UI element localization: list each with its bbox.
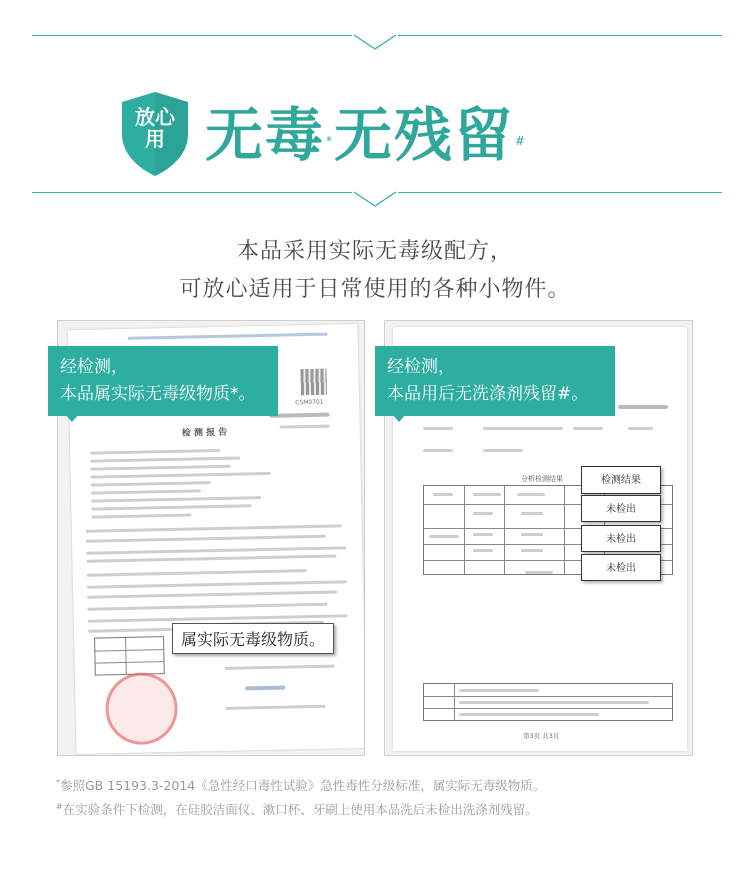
left-callout-line-2: 本品属实际无毒级物质*。 — [60, 384, 256, 404]
footnote-1-mark: * — [56, 777, 60, 787]
right-callout-line-1: 经检测， — [387, 357, 455, 377]
footnote-2-mark: # — [56, 801, 63, 811]
footnote-1-text: 参照GB 15193.3-2014《急性经口毒性试验》急性毒性分级标准，属实际无毒级物质。 — [60, 778, 546, 793]
title-text-part-2: 无残留 — [334, 101, 515, 169]
footnote-2 — [56, 800, 538, 818]
page-footer: 第3页 共3页 — [523, 732, 560, 740]
left-report-document: CSM0701 检 测 报 告 — [68, 324, 365, 754]
red-seal-stamp — [105, 672, 178, 745]
left-callout — [48, 346, 278, 416]
left-doc-table — [94, 636, 165, 675]
left-callout-line-1: 经检测， — [60, 357, 128, 377]
result-cell-1: 未检出 — [581, 495, 661, 522]
page-title — [205, 100, 527, 170]
right-callout — [375, 346, 615, 416]
intro-line-2: 可放心适用于日常使用的各种小物件。 — [179, 277, 571, 302]
title-text-part-1: 无毒 — [205, 101, 326, 169]
result-cell-2: 未检出 — [581, 525, 661, 552]
title-mark-2: # — [515, 134, 528, 148]
intro-line-1: 本品采用实际无毒级配方， — [236, 239, 513, 264]
table-caption: 分析检测结果 — [521, 475, 563, 483]
chevron-down-icon — [352, 27, 398, 51]
result-header: 检测结果 — [581, 466, 661, 494]
title-mark-1: * — [326, 134, 335, 148]
badge-line-2: 用 — [145, 127, 165, 151]
highlight-label: 属实际无毒级物质。 — [172, 623, 334, 654]
qr-code — [300, 369, 327, 396]
footnote-2-text: 在实验条件下检测，在硅胶洁面仪、漱口杯、牙刷上使用本品洗后未检出洗涤剂残留。 — [62, 802, 538, 817]
shield-badge-text — [118, 106, 192, 150]
footnote-1 — [56, 776, 545, 794]
report-title: 检 测 报 告 — [181, 427, 228, 439]
badge-line-1: 放心 — [135, 105, 175, 129]
right-callout-line-2: 本品用后无洗涤剂残留#。 — [387, 384, 589, 404]
left-callout-tail — [64, 413, 80, 422]
result-cell-3: 未检出 — [581, 554, 661, 581]
chevron-down-icon — [352, 184, 398, 208]
right-callout-tail — [391, 413, 407, 422]
